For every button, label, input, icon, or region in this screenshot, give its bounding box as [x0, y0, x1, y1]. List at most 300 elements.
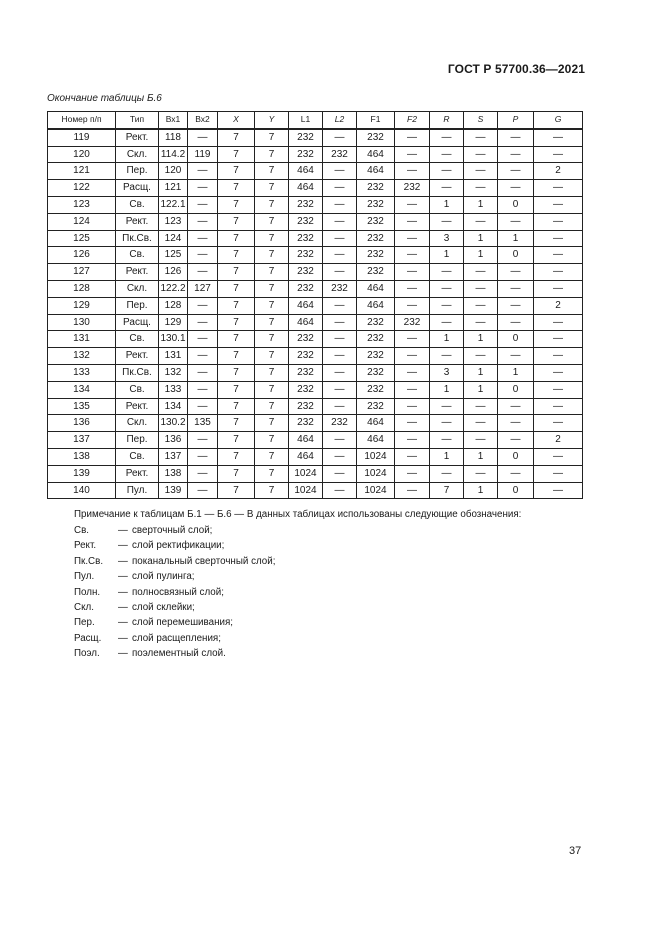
table-cell: 7 [218, 364, 255, 381]
table-cell: 7 [255, 331, 289, 348]
column-header: S [464, 112, 498, 129]
table-cell: — [534, 348, 583, 365]
table-header-row [48, 112, 583, 129]
table-cell: 128 [159, 297, 188, 314]
table-caption: Окончание таблицы Б.6 [47, 93, 162, 104]
table-row [48, 482, 583, 499]
table-cell: — [188, 213, 218, 230]
table-cell: — [430, 163, 464, 180]
table-cell: 232 [357, 180, 395, 197]
table-row [48, 163, 583, 180]
table-cell: 7 [255, 415, 289, 432]
table-cell: — [534, 180, 583, 197]
table-cell: 118 [159, 129, 188, 146]
table-cell: — [430, 180, 464, 197]
table-cell: — [188, 230, 218, 247]
table-cell: — [395, 129, 430, 146]
table-cell: — [498, 398, 534, 415]
legend-item [74, 615, 275, 630]
table-cell: — [534, 247, 583, 264]
table-cell: 2 [534, 163, 583, 180]
table-cell: 232 [323, 280, 357, 297]
table-cell: Пк.Св. [116, 230, 159, 247]
table-cell: — [188, 163, 218, 180]
table-cell: 7 [218, 314, 255, 331]
table-row [48, 196, 583, 213]
table-cell: 464 [289, 180, 323, 197]
table-cell: 7 [255, 364, 289, 381]
table-cell: 232 [289, 415, 323, 432]
table-cell: Пер. [116, 297, 159, 314]
legend-abbr: Пер. [74, 617, 95, 629]
legend-dash: — [118, 586, 128, 598]
table-cell: — [534, 381, 583, 398]
table-row [48, 213, 583, 230]
table-cell: — [188, 331, 218, 348]
table-cell: 121 [159, 180, 188, 197]
column-header: P [498, 112, 534, 129]
table-cell: 125 [159, 247, 188, 264]
table-cell: 232 [289, 230, 323, 247]
table-cell: Пер. [116, 163, 159, 180]
table-cell: 3 [430, 230, 464, 247]
table-cell: — [188, 314, 218, 331]
table-cell: — [498, 163, 534, 180]
table-cell: — [430, 213, 464, 230]
table-cell: Пк.Св. [116, 364, 159, 381]
table-cell: — [323, 247, 357, 264]
table-cell: 7 [218, 146, 255, 163]
column-header: L2 [323, 112, 357, 129]
legend-abbr: Пк.Св. [74, 555, 104, 567]
table-cell: 232 [289, 196, 323, 213]
table-cell: — [323, 297, 357, 314]
table-cell: 232 [357, 348, 395, 365]
table-cell: — [498, 146, 534, 163]
table-cell: — [323, 465, 357, 482]
table-cell: — [430, 432, 464, 449]
legend-item [74, 585, 275, 600]
table-cell: 1 [464, 364, 498, 381]
table-cell: 132 [159, 364, 188, 381]
legend-abbr: Скл. [74, 601, 94, 613]
table-cell: 2 [534, 297, 583, 314]
table-cell: 464 [357, 297, 395, 314]
table-cell: — [498, 180, 534, 197]
legend-item [74, 646, 275, 661]
legend-text: полносвязный слой; [132, 586, 224, 598]
table-cell: 232 [289, 364, 323, 381]
table-cell: 7 [218, 398, 255, 415]
table-cell: 1 [464, 196, 498, 213]
table-cell: — [323, 213, 357, 230]
table-cell: 7 [255, 264, 289, 281]
table-cell: 1024 [289, 482, 323, 499]
table-cell: — [534, 482, 583, 499]
table-row [48, 381, 583, 398]
table-cell: — [498, 264, 534, 281]
table-cell: Рект. [116, 264, 159, 281]
table-cell: — [464, 415, 498, 432]
table-row [48, 415, 583, 432]
table-cell: 232 [357, 364, 395, 381]
table-cell: Пер. [116, 432, 159, 449]
table-cell: 7 [218, 432, 255, 449]
legend-abbr: Св. [74, 525, 90, 536]
table-cell: 232 [289, 213, 323, 230]
table-cell: Скл. [116, 280, 159, 297]
table-cell: 464 [357, 432, 395, 449]
table-cell: 133 [48, 364, 116, 381]
table-cell: 1024 [357, 482, 395, 499]
table-cell: 7 [255, 297, 289, 314]
table-cell: — [430, 348, 464, 365]
table-cell: 7 [255, 247, 289, 264]
table-cell: — [534, 213, 583, 230]
table-cell: Св. [116, 448, 159, 465]
legend-dash: — [118, 601, 128, 613]
table-cell: 232 [395, 314, 430, 331]
legend-dash: — [118, 617, 128, 629]
table-cell: — [464, 146, 498, 163]
table-cell: 7 [255, 196, 289, 213]
table-row [48, 180, 583, 197]
table-cell: 7 [255, 432, 289, 449]
table-cell: — [430, 297, 464, 314]
table-cell: 0 [498, 482, 534, 499]
table-cell: — [534, 331, 583, 348]
table-cell: — [464, 129, 498, 146]
table-cell: — [498, 129, 534, 146]
table-cell: 1 [464, 482, 498, 499]
table-row [48, 432, 583, 449]
table-cell: 7 [218, 213, 255, 230]
table-cell: 126 [159, 264, 188, 281]
table-cell: 136 [159, 432, 188, 449]
table-row [48, 230, 583, 247]
table-cell: 119 [188, 146, 218, 163]
table-cell: — [464, 213, 498, 230]
table-cell: 7 [255, 280, 289, 297]
legend-dash: — [118, 525, 128, 536]
legend-dash: — [118, 571, 128, 583]
table-cell: 140 [48, 482, 116, 499]
legend-dash: — [118, 555, 128, 567]
table-cell: — [395, 381, 430, 398]
table-cell: 7 [218, 465, 255, 482]
table-cell: 131 [159, 348, 188, 365]
table-cell: 232 [289, 280, 323, 297]
legend-item [74, 600, 275, 615]
table-cell: — [188, 264, 218, 281]
table-cell: — [188, 129, 218, 146]
table-cell: 7 [255, 465, 289, 482]
table-cell: — [395, 247, 430, 264]
table-cell: — [464, 314, 498, 331]
table-cell: — [430, 465, 464, 482]
table-cell: 7 [255, 314, 289, 331]
table-cell: 464 [289, 448, 323, 465]
table-cell: — [498, 465, 534, 482]
table-cell: — [464, 180, 498, 197]
table-cell: 3 [430, 364, 464, 381]
table-cell: 232 [289, 381, 323, 398]
table-cell: — [534, 196, 583, 213]
legend-item [74, 523, 275, 538]
column-header: Y [255, 112, 289, 129]
table-cell: 464 [289, 297, 323, 314]
table-cell: Св. [116, 381, 159, 398]
table-row [48, 348, 583, 365]
table-cell: 129 [48, 297, 116, 314]
table-cell: — [498, 213, 534, 230]
table-row [48, 448, 583, 465]
table-cell: 464 [357, 280, 395, 297]
table-cell: 123 [48, 196, 116, 213]
legend-text: сверточный слой; [132, 525, 213, 536]
table-cell: — [498, 314, 534, 331]
table-cell: — [323, 331, 357, 348]
table-cell: — [464, 280, 498, 297]
table-cell: 137 [48, 432, 116, 449]
column-header: Вх1 [159, 112, 188, 129]
table-cell: — [395, 348, 430, 365]
table-cell: 0 [498, 247, 534, 264]
table-row [48, 129, 583, 146]
table-cell: Рект. [116, 129, 159, 146]
table-cell: 7 [218, 280, 255, 297]
table-cell: 464 [289, 163, 323, 180]
table-cell: — [188, 196, 218, 213]
table-cell: — [323, 364, 357, 381]
table-cell: 7 [218, 415, 255, 432]
table-cell: 123 [159, 213, 188, 230]
table-cell: 7 [255, 213, 289, 230]
legend-item [74, 554, 275, 569]
table-row [48, 465, 583, 482]
table-cell: — [188, 465, 218, 482]
table-cell: — [323, 180, 357, 197]
table-row [48, 146, 583, 163]
table-cell: 124 [159, 230, 188, 247]
table-cell: — [498, 432, 534, 449]
table-cell: — [534, 230, 583, 247]
table-cell: — [323, 398, 357, 415]
table-cell: 232 [357, 314, 395, 331]
table-cell: 1024 [357, 448, 395, 465]
table-cell: — [534, 415, 583, 432]
table-cell: — [430, 264, 464, 281]
table-cell: — [188, 482, 218, 499]
table-cell: Св. [116, 331, 159, 348]
table-cell: 1 [430, 331, 464, 348]
table-cell: 121 [48, 163, 116, 180]
table-cell: 1 [498, 364, 534, 381]
table-note: Примечание к таблицам Б.1 — Б.6 — В данных таблицах использованы следующие обозначения: [74, 509, 522, 520]
table-cell: 1 [430, 448, 464, 465]
column-header: X [218, 112, 255, 129]
table-cell: — [430, 146, 464, 163]
table-cell: 130.2 [159, 415, 188, 432]
table-cell: 232 [357, 213, 395, 230]
table-cell: — [323, 163, 357, 180]
legend-dash: — [118, 648, 128, 660]
table-cell: 232 [357, 230, 395, 247]
table-cell: 7 [218, 297, 255, 314]
table-cell: — [464, 465, 498, 482]
table-cell: 232 [289, 146, 323, 163]
column-header: Номер п/п [48, 112, 116, 129]
abbreviation-legend [74, 523, 275, 662]
table-cell: — [323, 432, 357, 449]
table-cell: 232 [323, 415, 357, 432]
table-cell: 232 [357, 381, 395, 398]
table-cell: Рект. [116, 348, 159, 365]
table-cell: 7 [218, 381, 255, 398]
table-cell: Св. [116, 247, 159, 264]
table-cell: — [430, 129, 464, 146]
table-cell: 232 [289, 331, 323, 348]
table-cell: 7 [218, 196, 255, 213]
table-cell: Рект. [116, 465, 159, 482]
table-cell: — [534, 364, 583, 381]
table-cell: — [534, 448, 583, 465]
table-cell: 1 [464, 331, 498, 348]
table-cell: 7 [430, 482, 464, 499]
table-cell: — [188, 180, 218, 197]
table-cell: — [188, 448, 218, 465]
table-cell: 120 [48, 146, 116, 163]
table-cell: 139 [159, 482, 188, 499]
table-cell: 464 [357, 415, 395, 432]
table-cell: 1024 [357, 465, 395, 482]
table-cell: — [498, 348, 534, 365]
table-cell: — [323, 230, 357, 247]
table-cell: Пул. [116, 482, 159, 499]
document-header: ГОСТ Р 57700.36—2021 [447, 62, 585, 76]
table-cell: 0 [498, 381, 534, 398]
table-cell: 7 [255, 448, 289, 465]
table-cell: 130 [48, 314, 116, 331]
table-cell: 1 [464, 230, 498, 247]
table-cell: 120 [159, 163, 188, 180]
table-cell: 7 [255, 348, 289, 365]
table-cell: — [395, 465, 430, 482]
table-row [48, 280, 583, 297]
table-cell: — [464, 264, 498, 281]
table-cell: — [534, 314, 583, 331]
table-cell: Св. [116, 196, 159, 213]
table-cell: 133 [159, 381, 188, 398]
table-cell: — [534, 146, 583, 163]
table-cell: 7 [218, 180, 255, 197]
table-cell: 1024 [289, 465, 323, 482]
table-cell: — [498, 280, 534, 297]
table-cell: 127 [188, 280, 218, 297]
table-cell: — [323, 196, 357, 213]
table-row [48, 398, 583, 415]
table-cell: 7 [218, 163, 255, 180]
legend-abbr: Полн. [74, 586, 101, 598]
column-header: R [430, 112, 464, 129]
table-cell: — [323, 264, 357, 281]
table-cell: 232 [289, 348, 323, 365]
table-cell: 232 [357, 196, 395, 213]
table-cell: — [395, 364, 430, 381]
legend-abbr: Рект. [74, 540, 97, 552]
column-header: F1 [357, 112, 395, 129]
table-cell: 1 [464, 381, 498, 398]
table-cell: — [323, 129, 357, 146]
table-cell: — [430, 314, 464, 331]
table-cell: — [464, 348, 498, 365]
column-header: F2 [395, 112, 430, 129]
table-cell: — [395, 264, 430, 281]
column-header: Вх2 [188, 112, 218, 129]
table-cell: — [430, 280, 464, 297]
table-cell: — [395, 432, 430, 449]
table-cell: 1 [498, 230, 534, 247]
table-cell: — [188, 348, 218, 365]
table-cell: 7 [218, 247, 255, 264]
table-cell: 232 [357, 398, 395, 415]
table-cell: — [395, 415, 430, 432]
table-cell: — [323, 348, 357, 365]
table-cell: — [430, 398, 464, 415]
legend-abbr: Расщ. [74, 632, 102, 644]
table-cell: — [395, 280, 430, 297]
table-cell: 7 [218, 482, 255, 499]
table-cell: 232 [323, 146, 357, 163]
legend-text: поэлементный слой. [132, 648, 226, 660]
table-row [48, 297, 583, 314]
table-cell: 119 [48, 129, 116, 146]
legend-abbr: Пул. [74, 571, 95, 583]
table-cell: — [188, 364, 218, 381]
table-cell: — [534, 264, 583, 281]
table-cell: 232 [289, 129, 323, 146]
table-cell: 130.1 [159, 331, 188, 348]
table-cell: 7 [255, 230, 289, 247]
table-row [48, 247, 583, 264]
table-cell: — [323, 448, 357, 465]
table-cell: Расщ. [116, 314, 159, 331]
table-cell: 1 [430, 381, 464, 398]
table-row [48, 364, 583, 381]
table-cell: 127 [48, 264, 116, 281]
legend-text: слой пулинга; [132, 571, 195, 583]
table-cell: 114.2 [159, 146, 188, 163]
table-cell: 7 [218, 348, 255, 365]
legend-item [74, 538, 275, 553]
table-cell: 232 [357, 129, 395, 146]
legend-dash: — [118, 632, 128, 644]
legend-text: слой склейки; [132, 601, 195, 613]
table-cell: 232 [289, 264, 323, 281]
legend-text: слой ректификации; [132, 540, 225, 552]
table-cell: 134 [159, 398, 188, 415]
table-cell: 464 [357, 163, 395, 180]
table-cell: 464 [289, 432, 323, 449]
table-cell: — [430, 415, 464, 432]
legend-text: слой перемешивания; [132, 617, 233, 629]
table-cell: 126 [48, 247, 116, 264]
table-cell: 135 [188, 415, 218, 432]
table-cell: 7 [255, 381, 289, 398]
legend-text: поканальный сверточный слой; [132, 555, 276, 567]
table-cell: 7 [255, 180, 289, 197]
table-cell: 131 [48, 331, 116, 348]
